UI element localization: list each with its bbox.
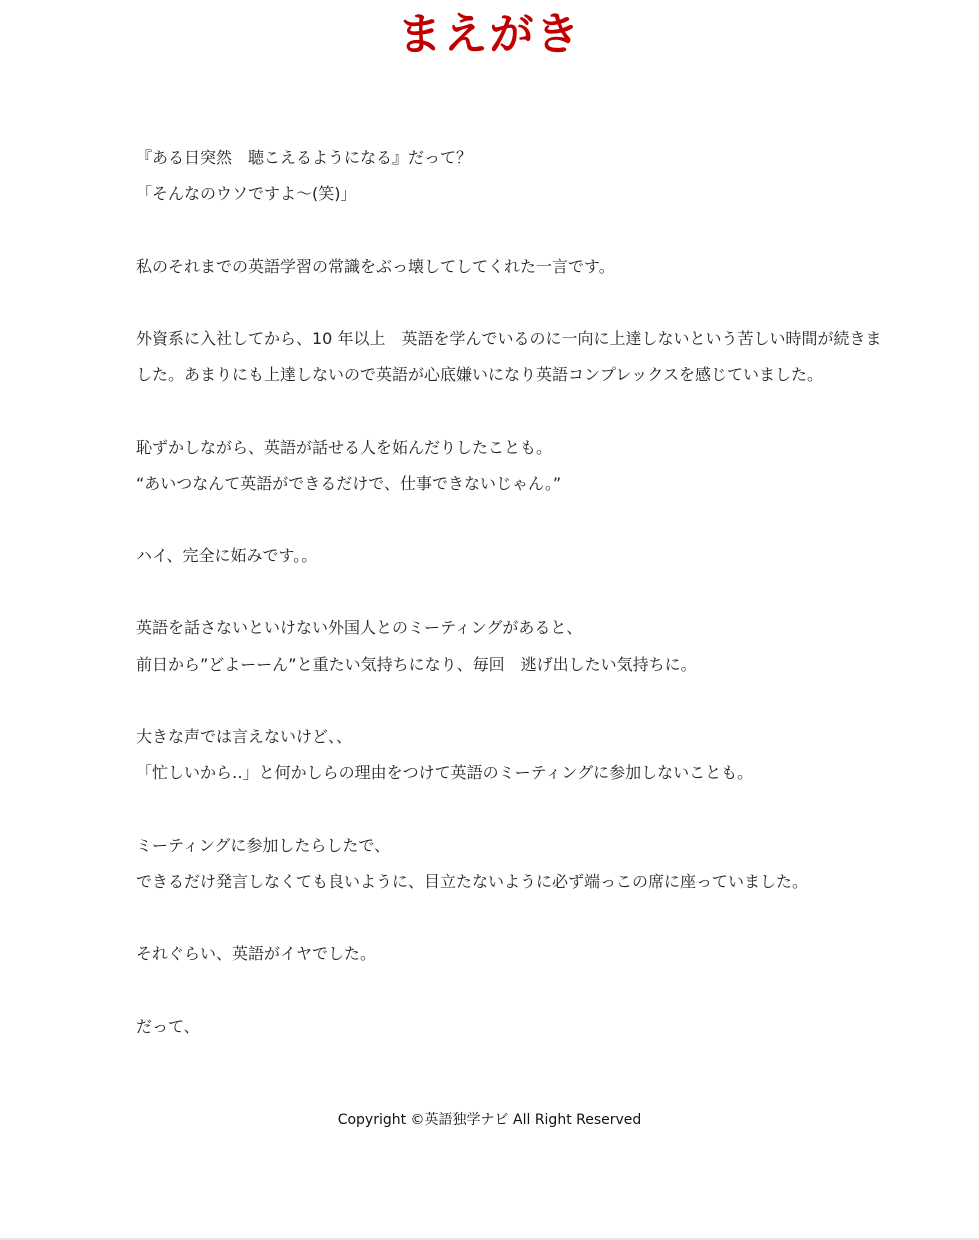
paragraph-line: 私のそれまでの英語学習の常識をぶっ壊してしてくれた一言です。 bbox=[136, 256, 615, 276]
paragraph-line: した。あまりにも上達しないので英語が心底嫌いになり英語コンプレックスを感じていました。 bbox=[136, 365, 824, 385]
paragraph-line: 前日から”どよーーん”と重たい気持ちになり、毎回 逃げ出したい気持ちに。 bbox=[136, 654, 697, 674]
paragraph-line: 大きな声では言えないけど、、 bbox=[136, 727, 353, 746]
copyright-footer: Copyright ©英語独学ナビ All Right Reserved bbox=[337, 1112, 642, 1128]
paragraph-line: 英語を話さないといけない外国人とのミーティングがあると、 bbox=[136, 618, 583, 638]
paragraph-line: ミーティングに参加したらしたで、 bbox=[136, 835, 391, 855]
paragraph-line: それぐらい、英語がイヤでした。 bbox=[136, 944, 377, 964]
paragraph-gap bbox=[136, 791, 856, 827]
body-text bbox=[136, 140, 882, 1045]
paragraph-gap bbox=[136, 574, 856, 610]
page-title: まえがき bbox=[397, 9, 582, 60]
paragraph-gap bbox=[136, 502, 856, 538]
paragraph-gap bbox=[136, 683, 856, 719]
paragraph-gap bbox=[136, 972, 856, 1008]
paragraph-line: できるだけ発言しなくても良いように、目立たないように必ず端っこの席に座っていました。 bbox=[136, 871, 809, 891]
paragraph-line: 「忙しいから‥」と何かしらの理由をつけて英語のミーティングに参加しないことも。 bbox=[136, 763, 754, 783]
paragraph-line: 恥ずかしながら、英語が話せる人を妬んだりしたことも。 bbox=[136, 437, 553, 457]
paragraph-line: 外資系に入社してから、10 年以上 英語を学んでいるのに一向に上達しないという苦しい時間が続きま bbox=[136, 328, 882, 348]
paragraph-gap bbox=[136, 212, 856, 248]
paragraph-line: 『ある日突然 聴こえるようになる』だって？ bbox=[136, 148, 473, 167]
paragraph-gap bbox=[136, 900, 856, 936]
paragraph-gap bbox=[136, 285, 856, 321]
paragraph-line: ハイ、完全に妬みです。。 bbox=[136, 546, 318, 566]
paragraph-line: “あいつなんて英語ができるだけで、仕事できないじゃん。” bbox=[136, 473, 562, 493]
paragraph-line: だって、 bbox=[136, 1016, 200, 1036]
paragraph-gap bbox=[136, 393, 856, 429]
paragraph-line: 「そんなのウソですよ～(笑)」 bbox=[136, 184, 357, 204]
